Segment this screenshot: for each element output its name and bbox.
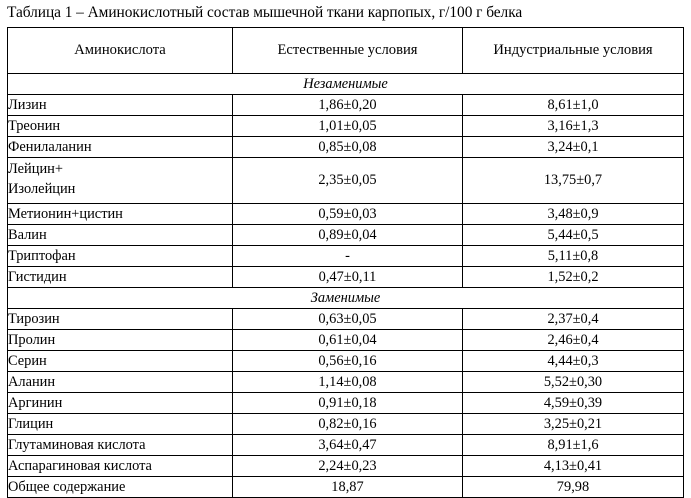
cell-natural-value: 0,56±0,16 [233, 351, 463, 372]
table-body [8, 74, 684, 498]
section-header-label: Заменимые [8, 288, 684, 309]
table-row [8, 351, 684, 372]
cell-industrial-value: 8,61±1,0 [463, 95, 684, 116]
table-row-total [8, 477, 684, 498]
cell-amino-acid-name: Пролин [8, 330, 233, 351]
cell-natural-value: 1,86±0,20 [233, 95, 463, 116]
cell-natural-value: 0,61±0,04 [233, 330, 463, 351]
cell-natural-value: 0,59±0,03 [233, 204, 463, 225]
table-header [8, 28, 684, 74]
cell-amino-acid-name: Гистидин [8, 267, 233, 288]
cell-natural-value: - [233, 246, 463, 267]
cell-industrial-value: 2,46±0,4 [463, 330, 684, 351]
section-header-label: Незаменимые [8, 74, 684, 95]
table-row [8, 414, 684, 435]
cell-industrial-value: 3,48±0,9 [463, 204, 684, 225]
table-row [8, 435, 684, 456]
table-row [8, 267, 684, 288]
cell-natural-value: 0,91±0,18 [233, 393, 463, 414]
table-row [8, 456, 684, 477]
cell-industrial-value: 4,13±0,41 [463, 456, 684, 477]
cell-amino-acid-name: Общее содержание [8, 477, 233, 498]
cell-industrial-value: 3,24±0,1 [463, 137, 684, 158]
table-row [8, 225, 684, 246]
cell-industrial-value: 3,16±1,3 [463, 116, 684, 137]
cell-amino-acid-name [8, 158, 233, 204]
column-header-amino-acid: Аминокислота [8, 28, 233, 74]
table-row [8, 246, 684, 267]
cell-amino-acid-name: Тирозин [8, 309, 233, 330]
cell-amino-acid-name: Глицин [8, 414, 233, 435]
column-header-industrial-conditions: Индустриальные условия [463, 28, 684, 74]
cell-amino-acid-name: Аланин [8, 372, 233, 393]
cell-industrial-value: 3,25±0,21 [463, 414, 684, 435]
cell-industrial-value: 1,52±0,2 [463, 267, 684, 288]
table-row [8, 137, 684, 158]
cell-amino-acid-name: Триптофан [8, 246, 233, 267]
table-row [8, 372, 684, 393]
cell-amino-acid-name: Валин [8, 225, 233, 246]
table-caption: Таблица 1 – Аминокислотный состав мышечной ткани карпопых, г/100 г белка [7, 4, 523, 21]
cell-amino-acid-name: Фенилаланин [8, 137, 233, 158]
cell-natural-value: 1,01±0,05 [233, 116, 463, 137]
cell-amino-acid-name: Аргинин [8, 393, 233, 414]
table-row [8, 204, 684, 225]
cell-natural-value: 0,63±0,05 [233, 309, 463, 330]
table-row [8, 330, 684, 351]
cell-amino-acid-name: Аспарагиновая кислота [8, 456, 233, 477]
section-header-row [8, 74, 684, 95]
table-row [8, 95, 684, 116]
amino-acid-name-line: Изолейцин [8, 181, 76, 197]
cell-amino-acid-name: Глутаминовая кислота [8, 435, 233, 456]
cell-natural-value: 2,24±0,23 [233, 456, 463, 477]
table-header-row [8, 28, 684, 74]
amino-acid-name-line: Лейцин+ [8, 161, 63, 177]
cell-natural-value: 1,14±0,08 [233, 372, 463, 393]
cell-industrial-value: 4,44±0,3 [463, 351, 684, 372]
cell-industrial-value: 13,75±0,7 [463, 158, 684, 204]
cell-industrial-value: 4,59±0,39 [463, 393, 684, 414]
cell-natural-value: 0,47±0,11 [233, 267, 463, 288]
cell-natural-value: 0,89±0,04 [233, 225, 463, 246]
cell-industrial-value: 8,91±1,6 [463, 435, 684, 456]
amino-acid-composition-table [7, 27, 684, 498]
cell-natural-value: 0,82±0,16 [233, 414, 463, 435]
table-row [8, 158, 684, 204]
cell-amino-acid-name: Серин [8, 351, 233, 372]
cell-natural-value: 18,87 [233, 477, 463, 498]
cell-amino-acid-name: Метионин+цистин [8, 204, 233, 225]
cell-natural-value: 2,35±0,05 [233, 158, 463, 204]
cell-amino-acid-name: Лизин [8, 95, 233, 116]
cell-industrial-value: 79,98 [463, 477, 684, 498]
table-row [8, 116, 684, 137]
cell-industrial-value: 5,44±0,5 [463, 225, 684, 246]
table-row [8, 393, 684, 414]
section-header-row [8, 288, 684, 309]
column-header-natural-conditions: Естественные условия [233, 28, 463, 74]
cell-industrial-value: 5,52±0,30 [463, 372, 684, 393]
cell-industrial-value: 5,11±0,8 [463, 246, 684, 267]
cell-industrial-value: 2,37±0,4 [463, 309, 684, 330]
cell-natural-value: 0,85±0,08 [233, 137, 463, 158]
cell-natural-value: 3,64±0,47 [233, 435, 463, 456]
cell-amino-acid-name: Треонин [8, 116, 233, 137]
table-container [7, 27, 683, 498]
table-row [8, 309, 684, 330]
